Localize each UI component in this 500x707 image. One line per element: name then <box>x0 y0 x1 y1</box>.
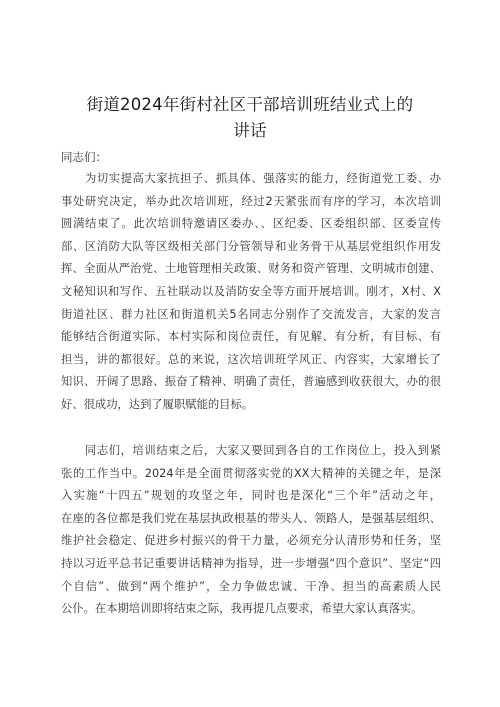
text-line: 为切实提高大家抗担子、抓具体、强落实的能力，经街道党工委、办 <box>85 172 441 185</box>
title-line-2: 讲话 <box>233 121 267 140</box>
text-line: 能够结合街道实际、本村实际和岗位责任，有见解、有分析，有目标、有 <box>61 330 441 344</box>
text-line: 事处研究决定，举办此次培训班，经过2天紧张而有序的学习，本次培训 <box>61 194 441 208</box>
paragraph-2 <box>61 440 441 621</box>
text-line: 街道社区、群力社区和街道机关5名同志分别作了交流发言，大家的发言 <box>61 307 441 321</box>
text-line: 担当，讲的都很好。总的来说，这次培训班学风正、内容实，大家增长了 <box>61 352 441 366</box>
text-line: 持以习近平总书记重要讲话精神为指导，进一步增强“四个意识”、坚定“四 <box>61 556 441 570</box>
text-line: 在座的各位都是我们党在基层执政根基的带头人、领路人，是强基层组织、 <box>61 511 441 525</box>
text-line: 圆满结束了。此次培训特邀请区委办、、区纪委、区委组织部、区委宣传 <box>61 217 441 231</box>
text-line: 知识、开阔了思路、振奋了精神、明确了责任，普遍感到收获很大，办的很 <box>61 375 441 389</box>
text-line: 挥、全面从严治党、土地管理相关政策、财务和资产管理、文明城市创建、 <box>61 262 441 276</box>
text-line: 个自信”、做到“两个维护”，全力争做忠诚、干净、担当的高素质人民 <box>61 579 441 593</box>
text-line: 维护社会稳定、促进乡村振兴的骨干力量，必须充分认清形势和任务，坚 <box>61 534 441 548</box>
salutation: 同志们： <box>61 150 107 164</box>
text-line: 入实施“十四五”规划的攻坚之年，同时也是深化“三个年”活动之年， <box>61 489 441 503</box>
title-line-1: 街道2024年街村社区干部培训班结业式上的 <box>86 95 414 114</box>
document-title <box>60 92 440 144</box>
text-line: 部、区消防大队等区级相关部门分管领导和业务骨干从基层党组织作用发 <box>61 239 441 253</box>
text-line: 公仆。在本期培训即将结束之际，我再提几点要求，希望大家认真落实。 <box>61 602 423 616</box>
text-line: 同志们，培训结束之后，大家又要回到各自的工作岗位上，投入到紧 <box>85 444 441 457</box>
paragraph-1 <box>61 168 441 417</box>
text-line: 张的工作当中。2024年是全面贯彻落实党的XX大精神的关键之年，是深 <box>61 466 441 480</box>
text-line: 好、很成功，达到了履职赋能的目标。 <box>61 397 254 411</box>
text-line: 文秘知识和写作、五社联动以及消防安全等方面开展培训。刚才，X村、X <box>61 284 441 298</box>
